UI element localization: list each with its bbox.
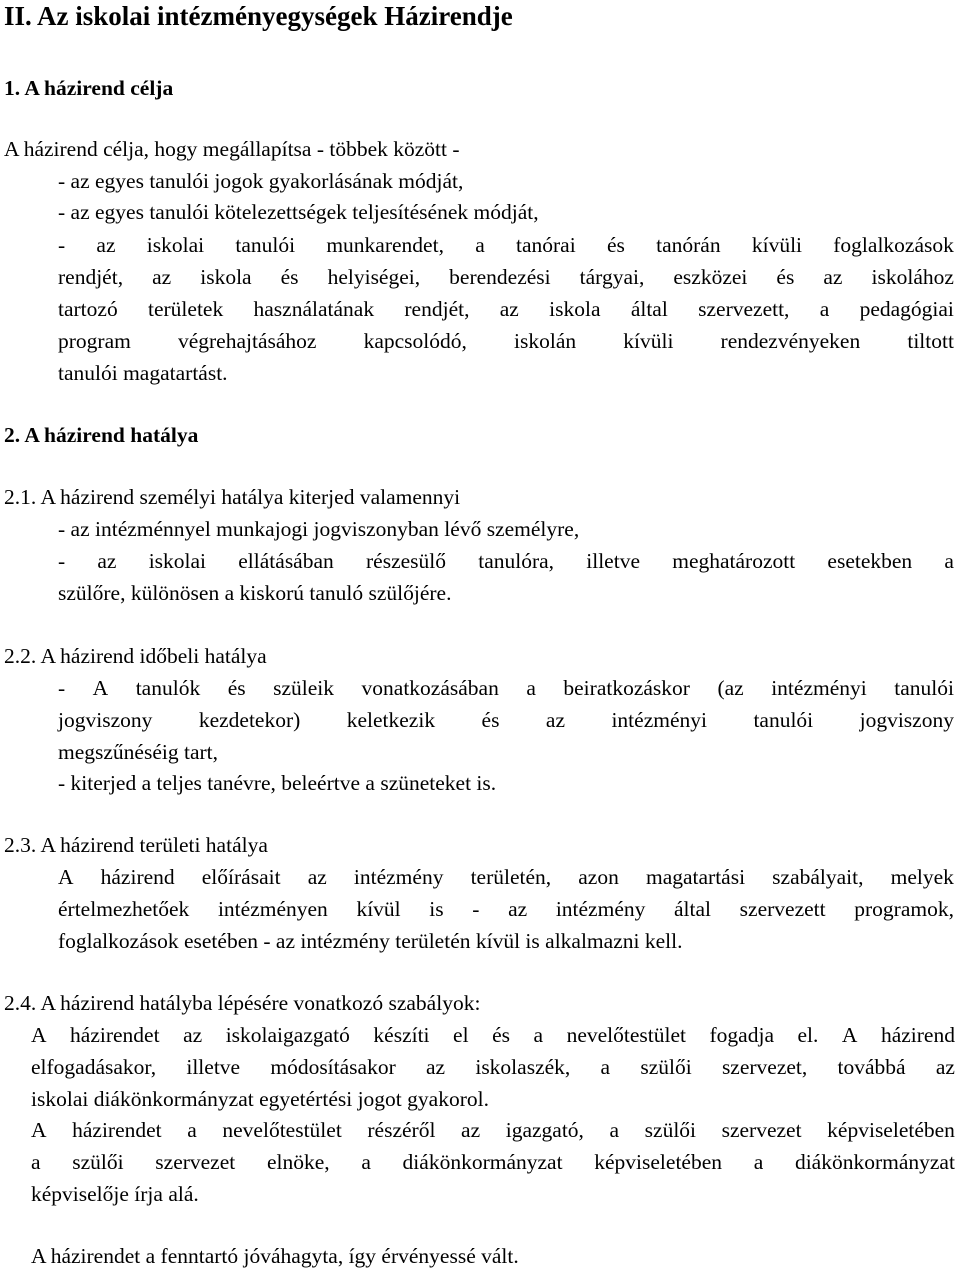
word: szabályait, <box>772 865 864 889</box>
word: a <box>526 676 536 700</box>
word: a <box>187 1118 197 1142</box>
section-2-heading: 2. A házirend hatálya <box>4 423 199 447</box>
word: helyiségei, <box>327 265 421 289</box>
word: nevelőtestület <box>566 1023 686 1047</box>
word: használatának <box>253 297 375 321</box>
word: az <box>307 865 327 889</box>
word: elfogadásakor, <box>31 1055 157 1079</box>
word: intézmény <box>353 865 444 889</box>
word: a <box>600 1055 611 1079</box>
word: tiltott <box>907 329 954 353</box>
section-2-4-paragraph-line: iskolai diákönkormányzat egyetértési jogot gyakorol. <box>31 1087 489 1111</box>
word: A <box>58 865 74 889</box>
word: a <box>753 1150 764 1174</box>
word: házirendet <box>70 1023 160 1047</box>
word: továbbá <box>837 1055 906 1079</box>
word: a <box>361 1150 371 1174</box>
section-2-2-item: - kiterjed a teljes tanévre, beleértve a szüneteket is. <box>58 771 497 795</box>
word: esetekben <box>827 549 913 573</box>
word: kívül <box>356 897 401 921</box>
word: beiratkozáskor <box>563 676 690 700</box>
word: szervezet <box>155 1150 236 1174</box>
section-2-3-line <box>58 861 954 893</box>
section-2-3-line <box>58 893 954 925</box>
word: házirend <box>880 1023 955 1047</box>
word: képviseletében <box>827 1118 955 1142</box>
word: tanórán <box>656 233 721 257</box>
word: (az <box>717 676 744 700</box>
word: iskolai <box>148 549 207 573</box>
word: foglalkozások <box>833 233 954 257</box>
word: A <box>31 1118 47 1142</box>
word: a <box>31 1150 41 1174</box>
word: az <box>183 1023 203 1047</box>
word: kapcsolódó, <box>363 329 467 353</box>
word: képviseletében <box>594 1150 723 1174</box>
section-1-long-item-line <box>58 293 954 325</box>
section-2-1-item: - az intézménnyel munkajogi jogviszonyban lévő személyre, <box>58 517 580 541</box>
word: házirendet <box>72 1118 162 1142</box>
word: szervezet <box>721 1118 802 1142</box>
word: tartozó <box>58 297 118 321</box>
word: programok, <box>854 897 954 921</box>
word: szervezett <box>739 897 826 921</box>
section-2-4-paragraph-line <box>31 1146 955 1178</box>
word: intézményi <box>611 708 707 732</box>
word: szervezett, <box>698 297 790 321</box>
word: a <box>533 1023 544 1047</box>
word: iskolához <box>871 265 954 289</box>
word: magatartási <box>645 865 746 889</box>
section-2-4-paragraph-line <box>31 1114 955 1146</box>
section-1-item: - az egyes tanulói kötelezettségek teljesítésének módját, <box>58 200 539 224</box>
word: tanulóra, <box>478 549 555 573</box>
section-2-4-paragraph-line <box>31 1019 955 1051</box>
word: az <box>426 1055 446 1079</box>
word: részesülő <box>366 549 446 573</box>
word: a <box>609 1118 620 1142</box>
word: az <box>823 265 843 289</box>
word: intézményi <box>771 676 867 700</box>
word: rendezvényeken <box>720 329 861 353</box>
word: és <box>606 233 625 257</box>
word: diákönkormányzat <box>794 1150 955 1174</box>
word: iskolaigazgató <box>225 1023 350 1047</box>
word: is <box>429 897 444 921</box>
word: tárgyai, <box>579 265 645 289</box>
word: vonatkozásában <box>361 676 499 700</box>
word: rendjét, <box>404 297 470 321</box>
word: - <box>58 549 66 573</box>
word: - <box>58 676 66 700</box>
word: módosításakor <box>270 1055 396 1079</box>
word: iskolai <box>146 233 205 257</box>
word: tanulói <box>894 676 954 700</box>
word: területek <box>148 297 224 321</box>
word: fogadja <box>709 1023 774 1047</box>
section-1-long-item-line <box>58 229 954 261</box>
section-2-2-item-line: megszűnéséig tart, <box>58 740 219 764</box>
word: igazgató, <box>505 1118 584 1142</box>
section-2-3-line: foglalkozások esetében - az intézmény területén kívül is alkalmazni kell. <box>58 929 683 953</box>
word: iskola <box>200 265 252 289</box>
word: értelmezhetőek <box>58 897 190 921</box>
word: tanulók <box>135 676 201 700</box>
word: készíti <box>373 1023 430 1047</box>
word: keletkezik <box>346 708 436 732</box>
section-2-2-label: 2.2. A házirend időbeli hatálya <box>4 644 267 668</box>
word: végrehajtásához <box>177 329 317 353</box>
section-2-4-final-paragraph: A házirendet a fenntartó jóváhagyta, így érvényessé vált. <box>31 1244 519 1268</box>
section-2-4-paragraph-line <box>31 1051 955 1083</box>
word: szülői <box>72 1150 124 1174</box>
section-1-intro: A házirend célja, hogy megállapítsa - többek között - <box>4 137 460 161</box>
word: szülői <box>640 1055 692 1079</box>
section-2-4-label: 2.4. A házirend hatályba lépésére vonatkozó szabályok: <box>4 991 481 1015</box>
word: iskolán <box>514 329 577 353</box>
word: pedagógiai <box>859 297 954 321</box>
word: előírásait <box>201 865 281 889</box>
word: jogviszony <box>859 708 954 732</box>
word: a <box>819 297 830 321</box>
word: iskolaszék, <box>475 1055 571 1079</box>
section-2-2-item-line <box>58 704 954 736</box>
section-1-long-item-last: tanulói magatartást. <box>58 361 228 385</box>
word: és <box>280 265 299 289</box>
section-2-1-item-line <box>58 545 954 577</box>
section-2-1-label: 2.1. A házirend személyi hatálya kiterjed valamennyi <box>4 485 461 509</box>
word: az <box>935 1055 955 1079</box>
word: tanórai <box>516 233 576 257</box>
word: - <box>58 233 66 257</box>
word: házirend <box>100 865 175 889</box>
word: kezdetekor) <box>198 708 301 732</box>
word: az <box>97 549 117 573</box>
word: illetve <box>186 1055 241 1079</box>
section-1-heading: 1. A házirend célja <box>4 76 174 100</box>
word: rendjét, <box>58 265 124 289</box>
section-2-2-item-line <box>58 672 954 704</box>
word: el. <box>797 1023 819 1047</box>
word: diákönkormányzat <box>402 1150 563 1174</box>
document-title: II. Az iskolai intézményegységek Házirendje <box>4 1 513 31</box>
word: intézményen <box>217 897 328 921</box>
section-1-long-item-line <box>58 325 954 357</box>
word: elnöke, <box>266 1150 330 1174</box>
word: részéről <box>367 1118 436 1142</box>
word: A <box>92 676 109 700</box>
word: szervezet, <box>721 1055 808 1079</box>
section-1-item: - az egyes tanulói jogok gyakorlásának módját, <box>58 169 464 193</box>
word: ellátásában <box>238 549 334 573</box>
word: az <box>545 708 565 732</box>
word: program <box>58 329 131 353</box>
word: és <box>481 708 500 732</box>
word: tanulói <box>235 233 296 257</box>
word: nevelőtestület <box>222 1118 342 1142</box>
word: kívüli <box>751 233 803 257</box>
word: és <box>776 265 795 289</box>
word: intézmény <box>555 897 646 921</box>
word: munkarendet, <box>326 233 444 257</box>
word: tanulói <box>753 708 814 732</box>
word: iskola <box>549 297 601 321</box>
word: szüleik <box>273 676 335 700</box>
word: meghatározott <box>672 549 796 573</box>
word: az <box>499 297 519 321</box>
word: az <box>508 897 528 921</box>
word: illetve <box>586 549 640 573</box>
section-2-4-paragraph-line: képviselője írja alá. <box>31 1182 199 1206</box>
word: és <box>492 1023 511 1047</box>
section-2-3-label: 2.3. A házirend területi hatálya <box>4 833 268 857</box>
word: A <box>841 1023 858 1047</box>
word: berendezési <box>449 265 551 289</box>
word: jogviszony <box>58 708 153 732</box>
word: szülői <box>644 1118 697 1142</box>
word: területén, <box>470 865 552 889</box>
word: el <box>453 1023 469 1047</box>
word: által <box>630 297 668 321</box>
word: a <box>475 233 485 257</box>
section-2-1-item-line: szülőre, különösen a kiskorú tanuló szülőjére. <box>58 581 452 605</box>
word: a <box>944 549 954 573</box>
section-1-long-item-line <box>58 261 954 293</box>
word: azon <box>578 865 619 889</box>
word: az <box>96 233 116 257</box>
word: kívüli <box>623 329 674 353</box>
word: eszközei <box>673 265 748 289</box>
word: - <box>472 897 480 921</box>
word: melyek <box>890 865 954 889</box>
word: által <box>674 897 712 921</box>
word: A <box>31 1023 47 1047</box>
word: az <box>152 265 172 289</box>
word: és <box>227 676 246 700</box>
word: az <box>461 1118 481 1142</box>
